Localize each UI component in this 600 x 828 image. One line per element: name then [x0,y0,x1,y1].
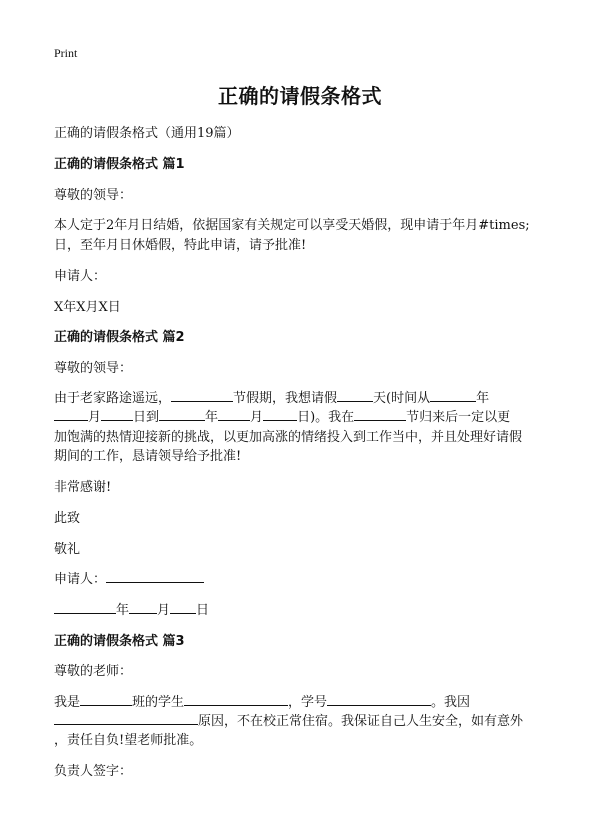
section-2-line-2 [54,406,510,425]
blank-line [54,601,116,614]
blank-line [263,408,297,421]
page-title: 正确的请假条格式 [218,84,382,108]
text-fragment: 月 [157,603,171,618]
section-2-greeting: 尊敬的领导： [54,361,133,376]
blank-line [184,693,288,706]
doc-subtitle: 正确的请假条格式（通用19篇） [54,126,240,141]
blank-line [54,408,88,421]
section-3-line-2 [54,710,523,729]
blank-line [170,601,196,614]
section-2-jingli: 敬礼 [54,542,81,557]
section-2-thanks: 非常感谢! [54,480,112,495]
blank-line [327,693,431,706]
section-2-cizhi: 此致 [54,511,81,526]
section-1-date: X年X月X日 [54,300,121,315]
text-fragment: 我是 [54,695,81,710]
section-2-line-1 [54,387,489,406]
section-2-heading: 正确的请假条格式 篇2 [54,330,185,345]
text-fragment: 节假期，我想请假 [233,391,338,406]
blank-line [430,389,476,402]
text-fragment: 日 [196,603,210,618]
text-fragment: ，学号 [288,695,328,710]
section-2-applicant [54,568,204,587]
blank-line [354,408,406,421]
text-fragment: 月 [88,410,102,425]
blank-line [80,693,132,706]
text-fragment: 年 [205,410,219,425]
section-3-line-3: ，责任自负!望老师批准。 [54,733,203,748]
section-2-line-4: 期间的工作，恳请领导给予批准! [54,449,242,464]
text-fragment: 原因，不在校正常住宿。我保证自己人生安全，如有意外 [198,714,524,729]
section-1-body-line-1: 本人定于2年月日结婚，依据国家有关规定可以享受天婚假，现申请于年月#times; [54,218,530,233]
text-fragment: 天(时间从 [373,391,431,406]
section-3-line-1 [54,691,470,710]
text-fragment: 日)。我在 [297,410,355,425]
section-3-heading: 正确的请假条格式 篇3 [54,634,185,649]
text-fragment: 申请人： [54,572,107,587]
blank-line [129,601,157,614]
section-3-signer: 负责人签字： [54,764,133,779]
blank-line [171,389,233,402]
text-fragment: 班的学生 [132,695,185,710]
blank-line [54,712,198,725]
blank-line [218,408,250,421]
text-fragment: 月 [250,410,264,425]
text-fragment: 由于老家路途遥远， [54,391,172,406]
section-1-greeting: 尊敬的领导： [54,188,133,203]
section-2-line-3: 加饱满的热情迎接新的挑战，以更加高涨的情绪投入到工作当中，并且处理好请假 [54,430,523,445]
section-3-greeting: 尊敬的老师： [54,664,133,679]
blank-line [159,408,205,421]
text-fragment: 日到 [133,410,160,425]
text-fragment: 年 [116,603,130,618]
text-fragment: 节归来后一定以更 [406,410,511,425]
print-label[interactable]: Print [54,46,78,60]
section-1-heading: 正确的请假条格式 篇1 [54,157,185,172]
section-2-date [54,599,209,618]
section-1-body-line-2: 日，至年月日休婚假，特此申请，请予批准! [54,238,307,253]
blank-line [101,408,133,421]
blank-line [106,570,204,583]
blank-line [337,389,373,402]
text-fragment: 年 [476,391,490,406]
text-fragment: 。我因 [431,695,471,710]
section-1-applicant: 申请人： [54,269,107,284]
